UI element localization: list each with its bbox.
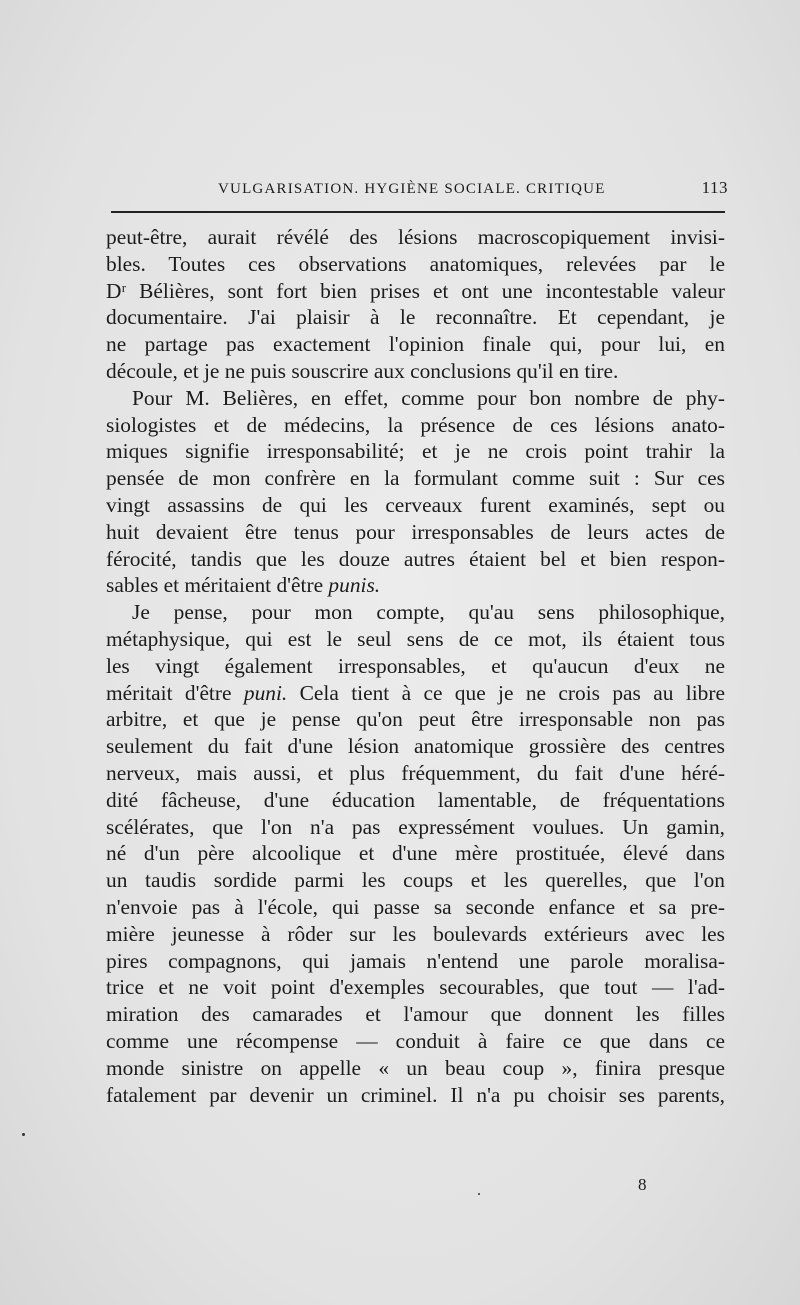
paragraph-start-line: Je pense, pour mon compte, qu'au sens philosophique, xyxy=(132,600,725,625)
text-line: fatalement par devenir un criminel. Il n'a pu choisir ses parents, xyxy=(106,1082,725,1107)
text-line: miration des camarades et l'amour que donnent les filles xyxy=(106,1002,725,1027)
text-line: Dʳ Bélières, sont fort bien prises et ont une incontestable valeur xyxy=(106,278,725,303)
signature-mark: 8 xyxy=(638,1175,647,1194)
text-line: documentaire. J'ai plaisir à le reconnaître. Et cependant, je xyxy=(106,305,725,330)
text-line: un taudis sordide parmi les coups et les querelles, que l'on xyxy=(106,868,725,893)
text-line: peut-être, aurait révélé des lésions macroscopiquement invisi- xyxy=(106,225,725,249)
text-line: n'envoie pas à l'école, qui passe sa seconde enfance et sa pre- xyxy=(106,894,725,919)
paper-speck xyxy=(22,1133,25,1136)
text-line-with-italic xyxy=(106,680,725,707)
text-line: métaphysique, qui est le seul sens de ce mot, ils étaient tous xyxy=(106,626,725,651)
text-line: scélérates, que l'on n'a pas expressément voulues. Un gamin, xyxy=(106,814,725,839)
text-line: bles. Toutes ces observations anatomiques, relevées par le xyxy=(106,251,725,276)
running-title: VULGARISATION. HYGIÈNE SOCIALE. CRITIQUE xyxy=(218,181,606,197)
paragraph-start-line: Pour M. Belières, en effet, comme pour bon nombre de phy- xyxy=(132,385,725,410)
page-number: 113 xyxy=(701,178,728,197)
text-line: nerveux, mais aussi, et plus fréquemment, du fait d'une héré- xyxy=(106,760,725,785)
text-line: férocité, tandis que les douze autres étaient bel et bien respon- xyxy=(106,546,725,571)
line-text: sables et méritaient d'être xyxy=(106,573,329,598)
text-line: arbitre, et que je pense qu'on peut être irresponsable non pas xyxy=(106,707,725,732)
text-line: seulement du fait d'une lésion anatomique grossière des centres xyxy=(106,734,725,759)
text-line: les vingt également irresponsables, et qu'aucun d'eux ne xyxy=(106,653,725,678)
text-line: miques signifie irresponsabilité; et je ne crois point trahir la xyxy=(106,439,725,464)
header-rule xyxy=(111,211,725,213)
italic-word: puni. xyxy=(243,680,288,705)
text-line: vingt assassins de qui les cerveaux furent examinés, sept ou xyxy=(106,492,725,517)
text-line: mière jeunesse à rôder sur les boulevards extérieurs avec les xyxy=(106,921,725,946)
text-line: dité fâcheuse, d'une éducation lamentable, de fréquentations xyxy=(106,787,725,812)
text-line: pires compagnons, qui jamais n'entend une parole moralisa- xyxy=(106,948,725,973)
text-line: ne partage pas exactement l'opinion finale qui, pour lui, en xyxy=(106,332,725,357)
text-line: huit devaient être tenus pour irresponsables de leurs actes de xyxy=(106,519,725,544)
text-line: né d'un père alcoolique et d'une mère prostituée, élevé dans xyxy=(106,841,725,866)
body-text xyxy=(106,224,725,1108)
text-line: pensée de mon confrère en la formulant comme suit : Sur ces xyxy=(106,466,725,491)
text-line: découle, et je ne puis souscrire aux conclusions qu'il en tire. xyxy=(106,358,619,383)
line-text: méritait d'être xyxy=(106,680,244,705)
italic-word: punis. xyxy=(328,573,381,598)
text-line-with-italic xyxy=(106,572,725,599)
text-line: comme une récompense — conduit à faire ce que dans ce xyxy=(106,1028,725,1053)
line-text: Cela tient à ce que je ne crois pas au libre xyxy=(287,680,725,705)
text-line: siologistes et de médecins, la présence de ces lésions anato- xyxy=(106,412,725,437)
text-line: monde sinistre on appelle « un beau coup », finira presque xyxy=(106,1055,725,1080)
text-line: trice et ne voit point d'exemples secourables, que tout — l'ad- xyxy=(106,975,725,1000)
paper-speck xyxy=(478,1193,480,1195)
running-head xyxy=(218,178,728,198)
